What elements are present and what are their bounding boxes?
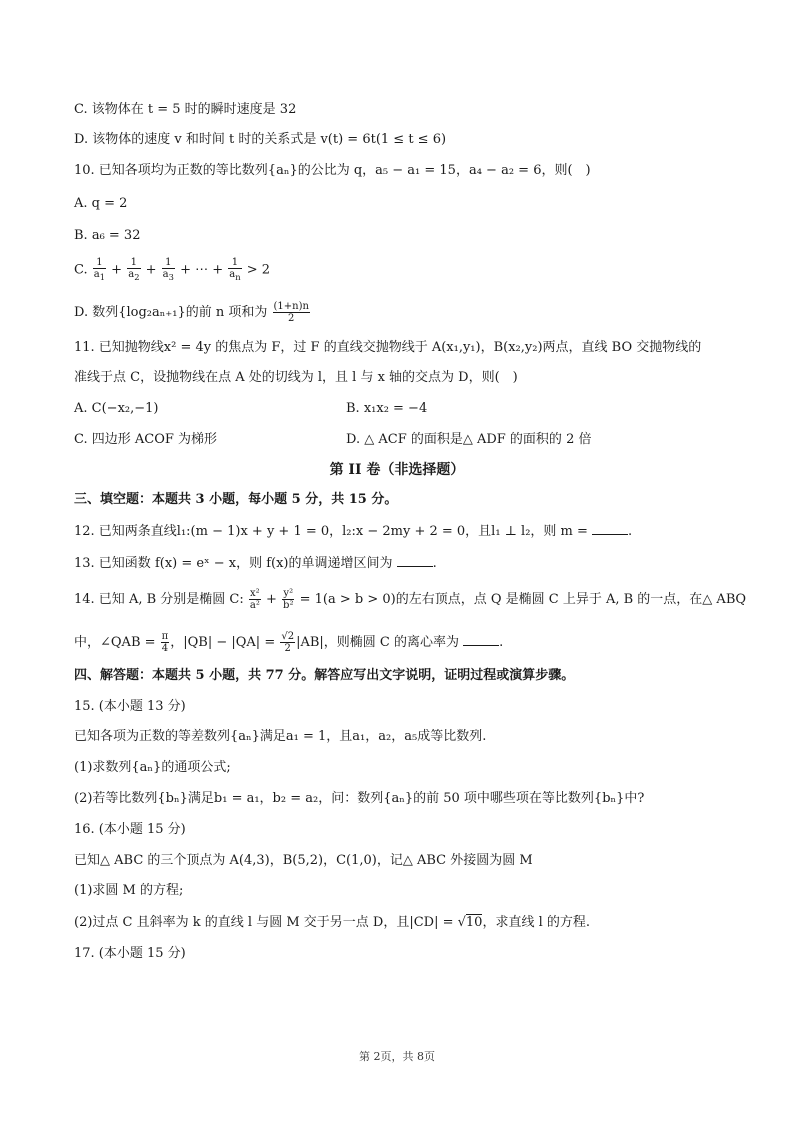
q16-part2-post: ，求直线 l 的方程. (482, 915, 591, 930)
q16-part2-pre: (2)过点 C 且斜率为 k 的直线 l 与圆 M 交于另一点 D，且|CD| = √ (74, 915, 466, 930)
q10-option-d (74, 301, 311, 324)
q11-option-a: A. C(−x₂,−1) (74, 401, 159, 416)
q9-option-c: C. 该物体在 t = 5 时的瞬时速度是 32 (74, 102, 297, 117)
q12-period: . (628, 524, 633, 539)
q13-stem: 13. 已知函数 f(x) = eˣ − x，则 f(x)的单调递增区间为 (74, 556, 393, 571)
q17-title: 17. (本小题 15 分) (74, 946, 186, 961)
q10-option-c-tail: > 2 (246, 262, 271, 278)
q11-stem-line2: 准线于点 C，设抛物线在点 A 处的切线为 l，且 l 与 x 轴的交点为 D，则( ) (74, 370, 518, 385)
q11-option-c: C. 四边形 ACOF 为梯形 (74, 432, 218, 447)
q14-line2 (74, 631, 503, 654)
q10-stem: 10. 已知各项均为正数的等比数列{aₙ}的公比为 q，a₅ − a₁ = 15，a₄ − a₂ = 6，则( ) (74, 163, 591, 178)
q15-title: 15. (本小题 13 分) (74, 699, 186, 714)
q14-line2-post: |AB|，则椭圆 C 的离心率为 (296, 635, 460, 650)
section3-heading: 三、填空题：本题共 3 小题，每小题 5 分，共 15 分。 (74, 492, 398, 507)
q14-period: . (499, 635, 504, 650)
q10-option-c-label: C. (74, 262, 88, 278)
q15-stem: 已知各项为正数的等差数列{aₙ}满足a₁ = 1，且a₁，a₂，a₅成等比数列. (74, 729, 487, 744)
q14-plus: + (261, 592, 282, 607)
q11-option-d: D. △ ACF 的面积是△ ADF 的面积的 2 倍 (346, 432, 592, 447)
q14-post: = 1(a > b > 0)的左右顶点，点 Q 是椭圆 C 上异于 A, B 的一点，在△ ABQ (295, 592, 747, 607)
q16-part2 (74, 913, 590, 933)
part2-title: 第 II 卷（非选择题） (329, 462, 465, 478)
q16-radicand: 10 (465, 915, 483, 930)
q14-line1 (74, 588, 746, 611)
q14-answer-blank[interactable] (463, 633, 499, 646)
fraction-1-a3: $\frac{1}{a_3}$ (162, 257, 174, 282)
section4-heading: 四、解答题：本题共 5 小题，共 77 分。解答应写出文字说明，证明过程或演算步骤。 (74, 668, 575, 683)
q13 (74, 554, 437, 574)
q14-line2-pre: 中，∠QAB = (74, 635, 156, 650)
fraction-pi-4: $\frac{\pi}{4}$ (161, 631, 169, 654)
q14-line2-mid: ，|QB| − |QA| = (170, 635, 276, 650)
fraction-1-a2: $\frac{1}{a_2}$ (128, 257, 140, 282)
q13-period: . (432, 556, 437, 571)
q15-part1: (1)求数列{aₙ}的通项公式; (74, 760, 231, 775)
page-footer: 第 2页，共 8页 (359, 1050, 435, 1063)
q15-part2: (2)若等比数列{bₙ}满足b₁ = a₁，b₂ = a₂，问：数列{aₙ}的前 50 项中哪些项在等比数列{bₙ}中? (74, 791, 645, 806)
q10-option-d-fraction: $\frac{(1+n)n}{2}$ (273, 301, 309, 324)
q12 (74, 522, 632, 542)
q10-option-c: C. $\frac{1}{a_1}$ + $\frac{1}{a_2}$ + $\frac{1}{a_3}$ + ⋯ + $\frac{1}{a_n}$ > 2 (74, 257, 271, 282)
q11-stem-line1: 11. 已知抛物线x² = 4y 的焦点为 F，过 F 的直线交抛物线于 A(x₁,y₁)，B(x₂,y₂)两点，直线 BO 交抛物线的 (74, 340, 702, 355)
fraction-y2-b2: $\frac{\text{y²}}{\text{b²}}$ (283, 588, 294, 611)
q10-option-d-pre: D. 数列{log₂aₙ₊₁}的前 n 项和为 (74, 305, 268, 320)
q16-stem: 已知△ ABC 的三个顶点为 A(4,3)，B(5,2)，C(1,0)，记△ ABC 外接圆为圆 M (74, 853, 533, 868)
q11-option-b: B. x₁x₂ = −4 (346, 401, 428, 416)
q16-part1: (1)求圆 M 的方程; (74, 883, 184, 898)
q12-answer-blank[interactable] (592, 522, 628, 535)
fraction-1-an: $\frac{1}{a_n}$ (229, 257, 241, 282)
q16-title: 16. (本小题 15 分) (74, 822, 186, 837)
q10-option-b: B. a₆ = 32 (74, 228, 141, 243)
q10-option-a: A. q = 2 (74, 196, 128, 211)
fraction-sqrt2-2: $\frac{√2}{2}$ (281, 631, 295, 654)
q12-stem: 12. 已知两条直线l₁:(m − 1)x + y + 1 = 0，l₂:x − 2my + 2 = 0，且l₁ ⊥ l₂，则 m = (74, 524, 588, 539)
fraction-1-a1: $\frac{1}{a_1}$ (93, 257, 106, 282)
q14-pre: 14. 已知 A, B 分别是椭圆 C: (74, 592, 244, 607)
fraction-x2-a2: $\frac{\text{x²}}{\text{a²}}$ (249, 588, 260, 611)
q13-answer-blank[interactable] (397, 554, 433, 567)
q9-option-d: D. 该物体的速度 v 和时间 t 时的关系式是 v(t) = 6t(1 ≤ t ≤ 6) (74, 132, 447, 147)
